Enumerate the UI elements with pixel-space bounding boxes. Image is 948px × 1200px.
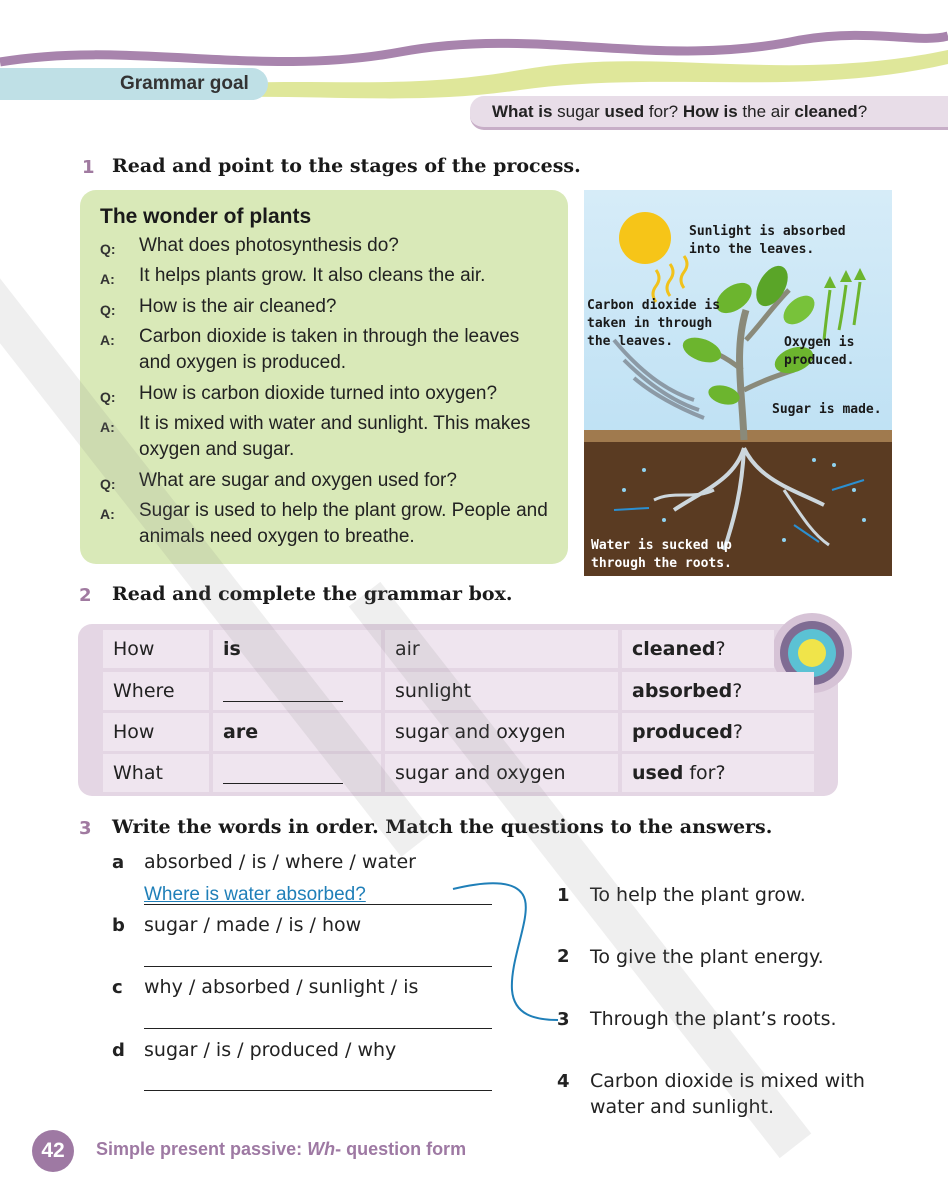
answer-number: 3 <box>557 1009 570 1030</box>
reading-title: The wonder of plants <box>100 205 312 228</box>
grammar-cell: What <box>103 754 209 792</box>
qa-text: Carbon dioxide is taken in through the leaves and oxygen is produced. <box>139 326 520 373</box>
label-carbon-dioxide: Carbon dioxide is taken in through the leaves. <box>587 298 721 349</box>
grammar-cell: sugar and oxygen <box>385 713 618 751</box>
label-sugar: Sugar is made. <box>772 402 882 417</box>
grammar-cell: sugar and oxygen <box>385 754 618 792</box>
grammar-cell: Where <box>103 672 209 710</box>
qa-text: How is carbon dioxide turned into oxygen? <box>139 383 498 404</box>
grammar-goal-label: Grammar goal <box>0 68 268 100</box>
qa-label: Q: <box>100 389 116 405</box>
qa-label: A: <box>100 271 115 287</box>
page-number: 42 <box>32 1130 74 1172</box>
match-connector-line <box>450 880 560 1030</box>
qa-label: Q: <box>100 476 116 492</box>
answer-line[interactable] <box>144 965 492 967</box>
label-water: Water is sucked up through the roots. <box>591 538 732 571</box>
qa-label: Q: <box>100 241 116 257</box>
qa-text: What are sugar and oxygen used for? <box>139 470 457 491</box>
answer-text: Carbon dioxide is mixed with water and sunlight. <box>590 1070 865 1118</box>
question-words: sugar / made / is / how <box>144 914 362 936</box>
exercise-2-title: Read and complete the grammar box. <box>112 583 513 605</box>
question-letter: a <box>112 852 125 873</box>
question-letter: c <box>112 977 123 998</box>
grammar-cell: air <box>385 630 618 668</box>
grammar-cell: used for? <box>622 754 814 792</box>
grammar-cell: are <box>213 713 381 751</box>
grammar-cell: sunlight <box>385 672 618 710</box>
qa-text: It helps plants grow. It also cleans the air. <box>139 265 486 286</box>
grammar-cell: How <box>103 630 209 668</box>
answer-line[interactable] <box>144 1027 492 1029</box>
footer-topic: Simple present passive: Wh- question form <box>96 1139 467 1159</box>
grammar-cell: produced? <box>622 713 814 751</box>
answer-number: 2 <box>557 946 570 967</box>
question-letter: d <box>112 1040 125 1061</box>
grammar-cell: cleaned? <box>622 630 774 668</box>
qa-label: Q: <box>100 302 116 318</box>
qa-text: What does photosynthesis do? <box>139 235 399 256</box>
answer-text: To help the plant grow. <box>590 884 806 906</box>
question-words: sugar / is / produced / why <box>144 1039 397 1061</box>
qa-label: A: <box>100 332 115 348</box>
qa-label: A: <box>100 419 115 435</box>
grammar-blank[interactable] <box>213 754 381 792</box>
answer-number: 1 <box>557 885 570 906</box>
qa-label: A: <box>100 506 115 522</box>
grammar-cell: absorbed? <box>622 672 814 710</box>
label-sunlight: Sunlight is absorbed into the leaves. <box>689 224 846 257</box>
answer-line[interactable] <box>144 903 492 905</box>
grammar-cell: How <box>103 713 209 751</box>
exercise-1-number: 1 <box>82 157 95 178</box>
grammar-blank[interactable] <box>213 672 381 710</box>
photosynthesis-illustration <box>584 190 892 576</box>
exercise-2-number: 2 <box>79 585 92 606</box>
answer-number: 4 <box>557 1071 570 1092</box>
qa-text: How is the air cleaned? <box>139 296 337 317</box>
grammar-cell: is <box>213 630 381 668</box>
exercise-1-title: Read and point to the stages of the process. <box>112 155 581 177</box>
question-words: absorbed / is / where / water <box>144 851 416 873</box>
answer-text: To give the plant energy. <box>590 946 824 968</box>
question-words: why / absorbed / sunlight / is <box>144 976 419 998</box>
qa-text: It is mixed with water and sunlight. This makes oxygen and sugar. <box>139 413 531 460</box>
question-letter: b <box>112 915 125 936</box>
sun-icon <box>619 212 671 264</box>
exercise-3-title: Write the words in order. Match the questions to the answers. <box>112 816 773 838</box>
label-oxygen: Oxygen is produced. <box>784 335 855 368</box>
exercise-3-number: 3 <box>79 818 92 839</box>
qa-text: Sugar is used to help the plant grow. People and animals need oxygen to breathe. <box>139 500 548 547</box>
answer-line[interactable] <box>144 1089 492 1091</box>
example-answer: Where is water absorbed? <box>144 884 366 905</box>
answer-text: Through the plant’s roots. <box>590 1008 837 1030</box>
grammar-goal-example: What is sugar used for? How is the air cleaned? <box>470 96 948 130</box>
